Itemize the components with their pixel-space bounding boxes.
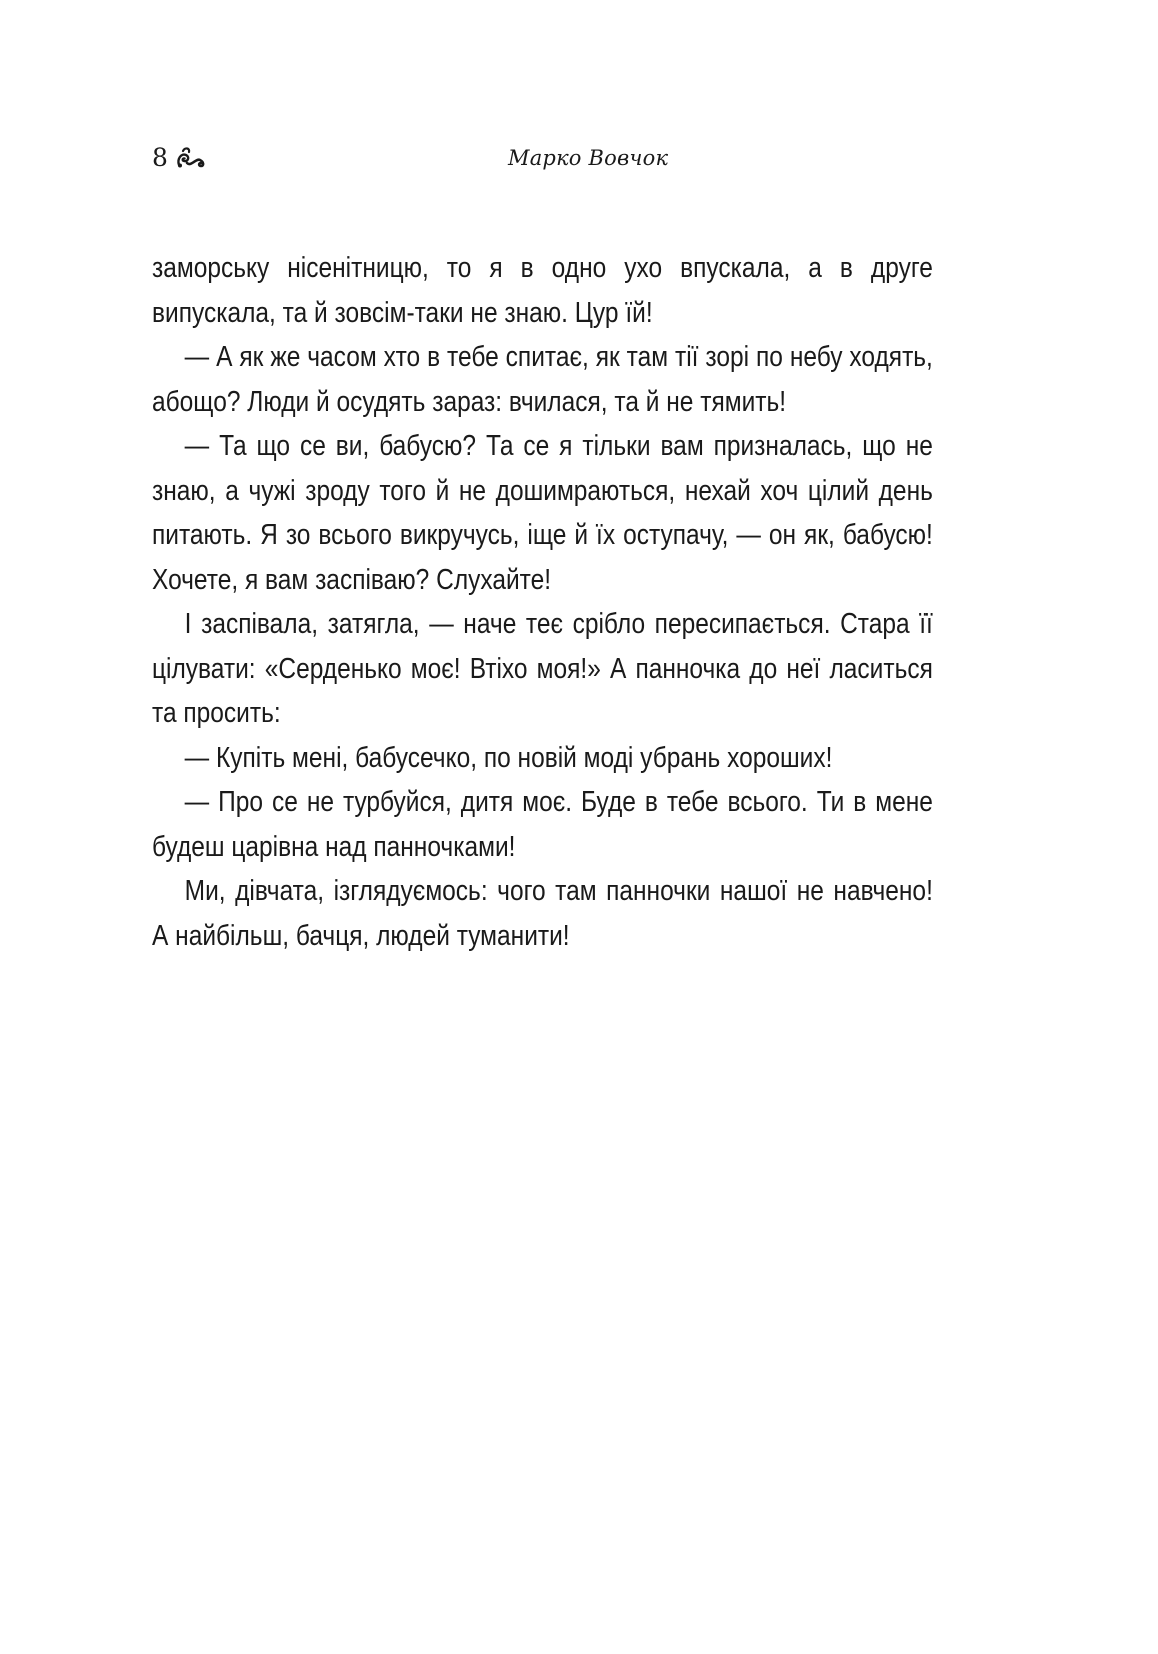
paragraph: — Купіть мені, бабусечко, по новій моді убрань хороших! <box>184 741 833 774</box>
paragraph: — А як же часом хто в тебе спитає, як там тії зорі по небу ходять, абощо? Люди й осудять зараз: вчилася, та й не тямить! <box>152 341 933 418</box>
paragraph: Ми, дівчата, ізглядуємось: чого там панночки нашої не навчено! А найбільш, бачця, людей туманити! <box>152 875 933 952</box>
paragraph: — Про се не турбуйся, дитя моє. Буде в тебе всього. Ти в мене будеш царівна над панночками! <box>152 786 933 863</box>
paragraph: І заспівала, затягла, — наче теє срібло пересипається. Стара її цілувати: «Серденько моє! Втіхо моя!» А панночка до неї ласиться та просить: <box>152 608 933 729</box>
running-title-author: Марко Вовчок <box>508 146 669 170</box>
paragraph: — Та що се ви, бабусю? Та се я тільки вам призналась, що не знаю, а чужі зроду того й не дошимраються, нехай хоч цілий день питають. Я зо всього викручусь, іще й їх оступачу, — он як, бабусю! Хочете, я вам заспіваю? Слухайте! <box>152 430 933 596</box>
body-text <box>152 246 933 958</box>
paragraph: заморську нісенітницю, то я в одно ухо впускала, а в друге випускала, та й зовсім-таки не знаю. Цур їй! <box>152 252 933 329</box>
page-number: 8 <box>152 143 168 172</box>
fleuron-ornament-icon <box>175 143 207 173</box>
running-header <box>152 140 936 176</box>
